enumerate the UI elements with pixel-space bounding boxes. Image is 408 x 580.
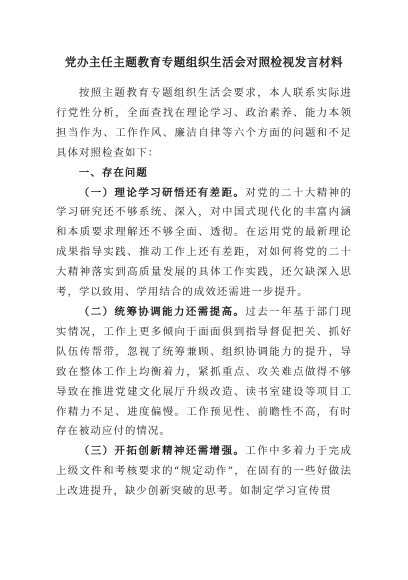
- item-paragraph-3: [56, 442, 352, 502]
- intro-paragraph: 按照主题教育专题组织生活会要求，本人联系实际进行党性分析，全面查找在理论学习、政治素养、能力本领担当作为、工作作风、廉洁自律等六个方面的问题和不足具体对照检查如下：: [56, 87, 352, 159]
- item-body-3: 工作中多着力于完成上级文件和考核要求的“规定动作”，在固有的一些好做法上改进提升，缺少创新突破的思考。如制定学习宣传贯: [56, 445, 352, 498]
- item-heading-3: （三）开拓创新精神还需增强。: [78, 445, 246, 458]
- document-title: 党办主任主题教育专题组织生活会对照检视发言材料: [64, 55, 344, 69]
- item-body-2: 过去一年基于部门现实情况，工作上更多倾向于面面俱到指导督促把关、抓好队伍传帮带，忽视了统筹兼顾、组织协调能力的提升，导致在整体工作上均衡着力，紧抓重点、攻关难点做得不够导致在推进党建文化展厅升级改造、读书室建设等项目工作精力不足、进度偏慢。工作预见性、前瞻性不高，有时存在被动应付的情况。: [56, 305, 352, 438]
- item-paragraph-2: [56, 303, 352, 442]
- section-heading: 一、存在问题: [78, 166, 148, 179]
- item-heading-1: （一）理论学习研悟还有差距。: [78, 186, 246, 199]
- item-body-1: 对党的二十大精神的学习研究还不够系统、深入，对中国式现代化的丰富内涵和本质要求理解还不够全面、透彻。在运用党的最新理论成果指导实践、推动工作上还有差距，对如何将党的二十大精神落实到高质量发展的具体工作实践，还欠缺深入思考，学以致用、学用结合的成效还需进一步提升。: [56, 186, 352, 299]
- item-heading-2: （二）统筹协调能力还需提高。: [78, 305, 246, 318]
- item-paragraph-1: [56, 184, 352, 303]
